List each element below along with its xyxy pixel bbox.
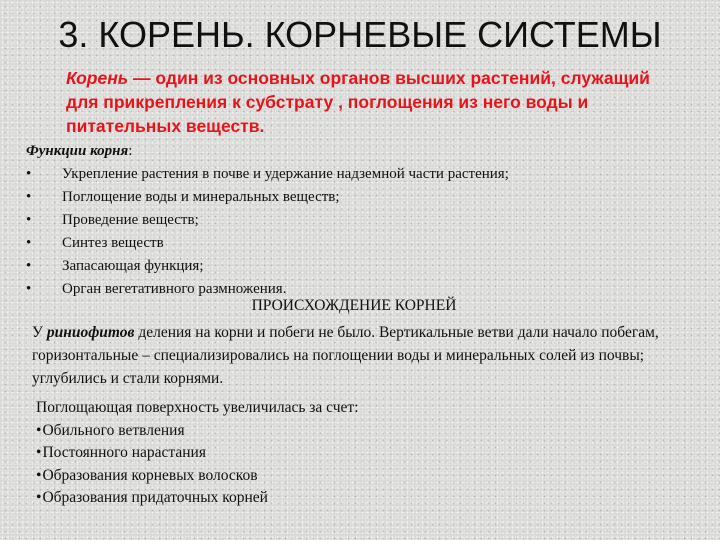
list-item-text: Орган вегетативного размножения. [62, 281, 287, 297]
surface-list [36, 420, 636, 510]
list-item [26, 209, 686, 232]
origin-title: ПРОИСХОЖДЕНИЕ КОРНЕЙ [251, 297, 457, 314]
origin-paragraph [32, 321, 662, 390]
origin-term: риниофитов [46, 324, 135, 341]
bullet-icon: • [36, 421, 42, 439]
list-item [26, 232, 686, 255]
list-item-text: Обильного ветвления [42, 421, 185, 439]
list-item-text: Образования корневых волосков [42, 466, 258, 484]
list-item [36, 442, 636, 465]
list-item [36, 420, 636, 443]
slide-title: 3. КОРЕНЬ. КОРНЕВЫЕ СИСТЕМЫ [58, 14, 662, 55]
list-item [36, 465, 636, 488]
bullet-icon: • [36, 444, 42, 461]
list-item-text: Образования придаточных корней [42, 489, 268, 506]
bullet-icon: • [26, 212, 32, 228]
origin-prefix: У [32, 324, 47, 341]
list-item-text: Синтез веществ [62, 235, 164, 251]
list-item [26, 186, 686, 209]
functions-list [26, 163, 686, 301]
functions-heading-term: Функции корня [26, 143, 129, 159]
bullet-icon: • [36, 466, 42, 484]
absorption-surface [36, 397, 636, 510]
functions-heading-suffix: : [128, 143, 133, 159]
list-item [26, 163, 686, 186]
list-item-text: Постоянного нарастания [42, 444, 206, 461]
definition-text: — один из основных органов высших растений, служащий для прикрепления к субстрату , поглощения из него воды и питательных веществ. [66, 68, 650, 136]
root-definition [66, 66, 686, 138]
list-item-text: Поглощение воды и минеральных веществ; [62, 189, 340, 205]
bullet-icon: • [26, 258, 32, 274]
bullet-icon: • [26, 189, 32, 205]
list-item [26, 255, 686, 278]
list-item-text: Запасающая функция; [62, 258, 204, 274]
list-item-text: Укрепление растения в почве и удержание надземной части растения; [62, 166, 509, 182]
bullet-icon: • [26, 235, 32, 251]
functions-heading [26, 140, 686, 163]
surface-heading: Поглощающая поверхность увеличилась за счет: [36, 399, 359, 416]
root-functions [26, 140, 686, 301]
bullet-icon: • [36, 489, 42, 506]
definition-term: Корень [66, 68, 129, 88]
origin-text: деления на корни и побеги не было. Вертикальные ветви дали начало побегам, горизонтальные – специализировались на поглощении воды и минеральных солей из почвы; углубились и стали корнями. [32, 324, 659, 387]
bullet-icon: • [26, 166, 32, 182]
list-item-text: Проведение веществ; [62, 212, 199, 228]
bullet-icon: • [26, 281, 32, 297]
list-item [36, 487, 636, 510]
